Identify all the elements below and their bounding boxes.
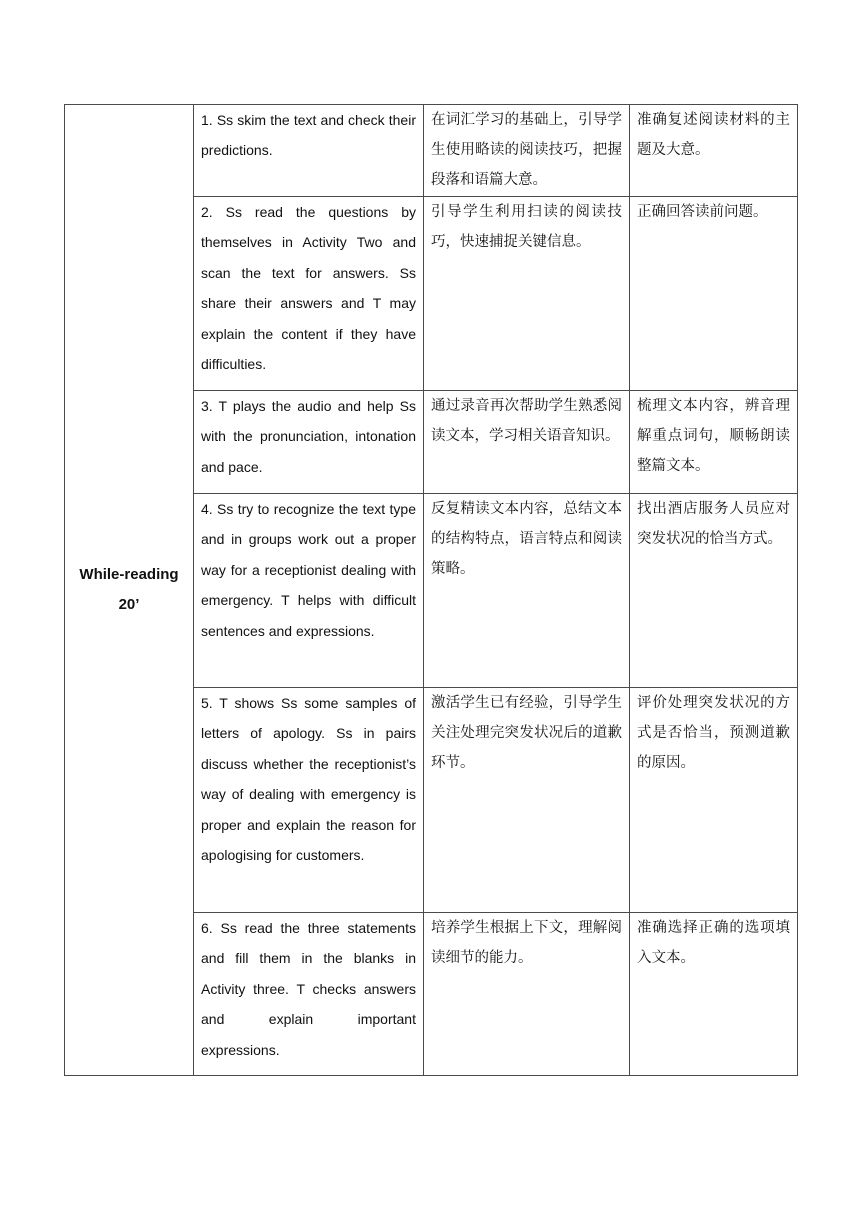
stage-cell (65, 105, 194, 1076)
outcome-cell: 准确复述阅读材料的主题及大意。 (630, 105, 798, 197)
lesson-plan-table (64, 104, 798, 1076)
activity-cell: 6. Ss read the three statements and fill them in the blanks in Activity three. T checks answers and explain important expressions. (194, 913, 424, 1076)
activity-cell: 2. Ss read the questions by themselves in Activity Two and scan the text for answers. Ss share their answers and T may explain the content if they have difficulties. (194, 197, 424, 391)
purpose-cell: 引导学生利用扫读的阅读技巧，快速捕捉关键信息。 (424, 197, 630, 391)
purpose-cell: 培养学生根据上下文，理解阅读细节的能力。 (424, 913, 630, 1076)
stage-time: 20’ (118, 596, 140, 613)
stage-name: While-reading (79, 566, 179, 583)
table-row (65, 105, 798, 197)
purpose-cell: 通过录音再次帮助学生熟悉阅读文本，学习相关语音知识。 (424, 391, 630, 494)
outcome-cell: 正确回答读前问题。 (630, 197, 798, 391)
activity-cell: 1. Ss skim the text and check their predictions. (194, 105, 424, 197)
outcome-cell: 评价处理突发状况的方式是否恰当，预测道歉的原因。 (630, 688, 798, 913)
activity-cell: 5. T shows Ss some samples of letters of apology. Ss in pairs discuss whether the receptionist’s way of dealing with emergency is proper and explain the reason for apologising for customers. (194, 688, 424, 913)
activity-cell: 4. Ss try to recognize the text type and in groups work out a proper way for a receptionist dealing with emergency. T helps with difficult sentences and expressions. (194, 494, 424, 688)
purpose-cell: 反复精读文本内容，总结文本的结构特点，语言特点和阅读策略。 (424, 494, 630, 688)
purpose-cell: 在词汇学习的基础上，引导学生使用略读的阅读技巧，把握段落和语篇大意。 (424, 105, 630, 197)
outcome-cell: 梳理文本内容，辨音理解重点词句，顺畅朗读整篇文本。 (630, 391, 798, 494)
activity-cell: 3. T plays the audio and help Ss with the pronunciation, intonation and pace. (194, 391, 424, 494)
outcome-cell: 找出酒店服务人员应对突发状况的恰当方式。 (630, 494, 798, 688)
outcome-cell: 准确选择正确的选项填入文本。 (630, 913, 798, 1076)
purpose-cell: 激活学生已有经验，引导学生关注处理完突发状况后的道歉环节。 (424, 688, 630, 913)
